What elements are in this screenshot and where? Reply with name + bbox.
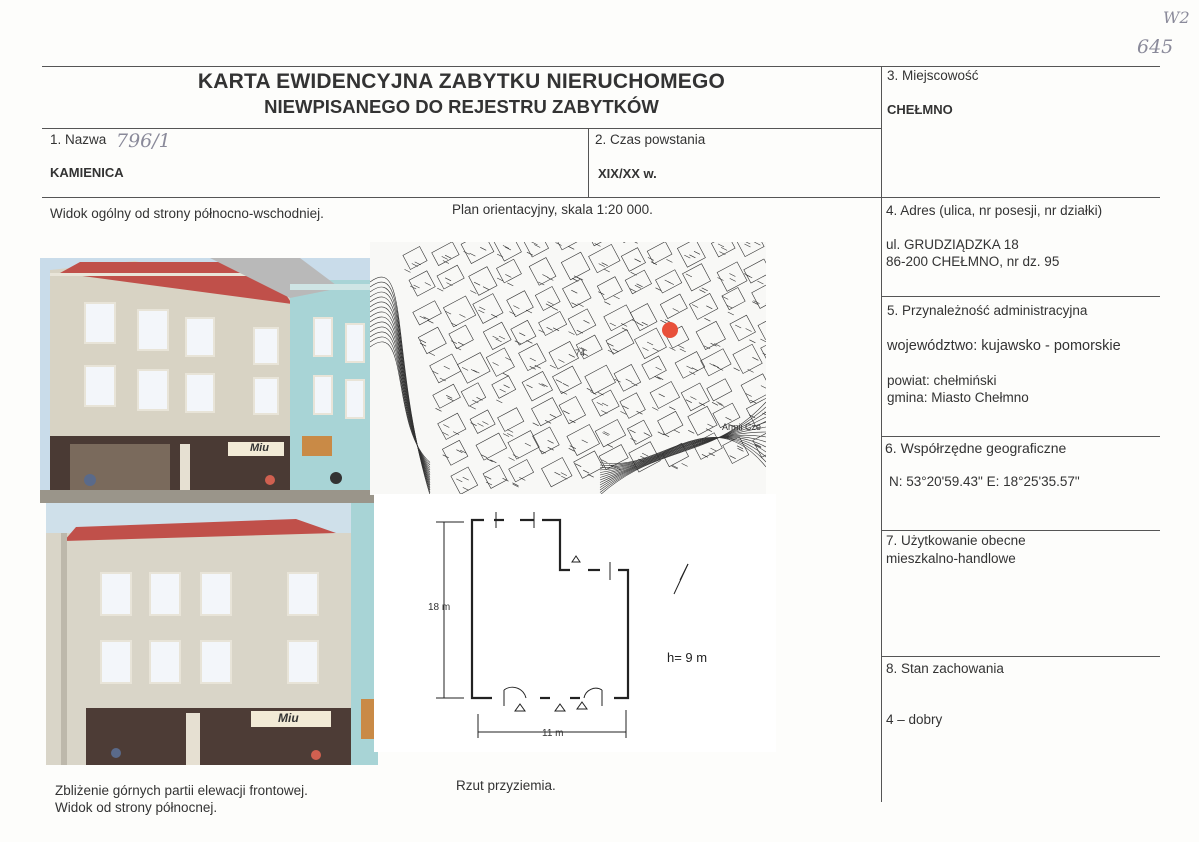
general-view-photo <box>40 258 374 503</box>
locality-label: 3. Miejscowość <box>887 68 979 83</box>
condition-value: 4 – dobry <box>886 712 943 727</box>
address-line2: 86-200 CHEŁMNO, nr dz. 95 <box>886 254 1060 269</box>
admin-voivodeship: województwo: kujawsko - pomorskie <box>887 338 1121 354</box>
address-bottom-border <box>881 296 1160 297</box>
usage-value: mieszkalno-handlowe <box>886 551 1016 566</box>
orientation-map <box>370 242 766 495</box>
locality-value: CHEŁMNO <box>887 102 953 117</box>
admin-bottom-border <box>881 436 1160 437</box>
closeup-photo-drawing <box>46 503 378 765</box>
general-view-photo-drawing <box>40 258 374 503</box>
closeup-photo <box>46 503 378 765</box>
right-column-divider <box>881 66 882 802</box>
closeup-caption-line1: Zbliżenie górnych partii elewacji frontowej. <box>55 783 308 798</box>
condition-label: 8. Stan zachowania <box>886 661 1004 676</box>
handwritten-corner-mark: W2 <box>1163 8 1190 27</box>
handwritten-page-number: 645 <box>1137 36 1174 58</box>
map-caption: Plan orientacyjny, skala 1:20 000. <box>452 202 653 217</box>
period-value: XIX/XX w. <box>598 166 657 181</box>
name-value: KAMIENICA <box>50 165 124 180</box>
map-number-label: 74 <box>575 348 586 358</box>
general-view-caption: Widok ogólny od strony północno-wschodniej. <box>50 206 324 221</box>
map-street-label: Armii Cze <box>722 422 762 432</box>
admin-commune: gmina: Miasto Chełmno <box>887 390 1029 405</box>
floor-plan-depth: 18 m <box>428 602 451 613</box>
name-row-bottom-border <box>42 197 1160 198</box>
coords-bottom-border <box>881 530 1160 531</box>
admin-label: 5. Przynależność administracyjna <box>887 303 1088 318</box>
title-bottom-border <box>42 128 881 129</box>
card-title-line1: KARTA EWIDENCYJNA ZABYTKU NIERUCHOMEGO <box>197 70 726 93</box>
period-label: 2. Czas powstania <box>595 132 706 147</box>
shop-sign: Miu <box>250 442 269 454</box>
handwritten-inventory-number: 796/1 <box>116 130 171 152</box>
admin-county: powiat: chełmiński <box>887 373 997 388</box>
name-period-divider <box>588 128 589 197</box>
floor-plan-caption: Rzut przyziemia. <box>456 778 556 793</box>
floor-plan-drawing <box>374 494 776 752</box>
top-border <box>42 66 1160 67</box>
location-marker <box>662 322 678 338</box>
floor-plan-height: h= 9 m <box>667 650 708 665</box>
usage-bottom-border <box>881 656 1160 657</box>
coords-label: 6. Współrzędne geograficzne <box>885 440 1067 456</box>
floor-plan <box>374 494 776 752</box>
name-label: 1. Nazwa <box>50 132 107 147</box>
map-texture <box>370 242 766 495</box>
card-title-line2: NIEWPISANEGO DO REJESTRU ZABYTKÓW <box>264 96 659 117</box>
closeup-shop-sign: Miu <box>278 711 299 725</box>
address-label: 4. Adres (ulica, nr posesji, nr działki) <box>886 203 1103 218</box>
address-line1: ul. GRUDZIĄDZKA 18 <box>886 237 1019 252</box>
orientation-map-drawing <box>370 242 766 495</box>
usage-label: 7. Użytkowanie obecne <box>886 533 1026 548</box>
coords-value: N: 53°20'59.43" E: 18°25'35.57" <box>889 474 1080 489</box>
floor-plan-width: 11 m <box>542 728 564 739</box>
closeup-caption-line2: Widok od strony północnej. <box>55 800 218 815</box>
